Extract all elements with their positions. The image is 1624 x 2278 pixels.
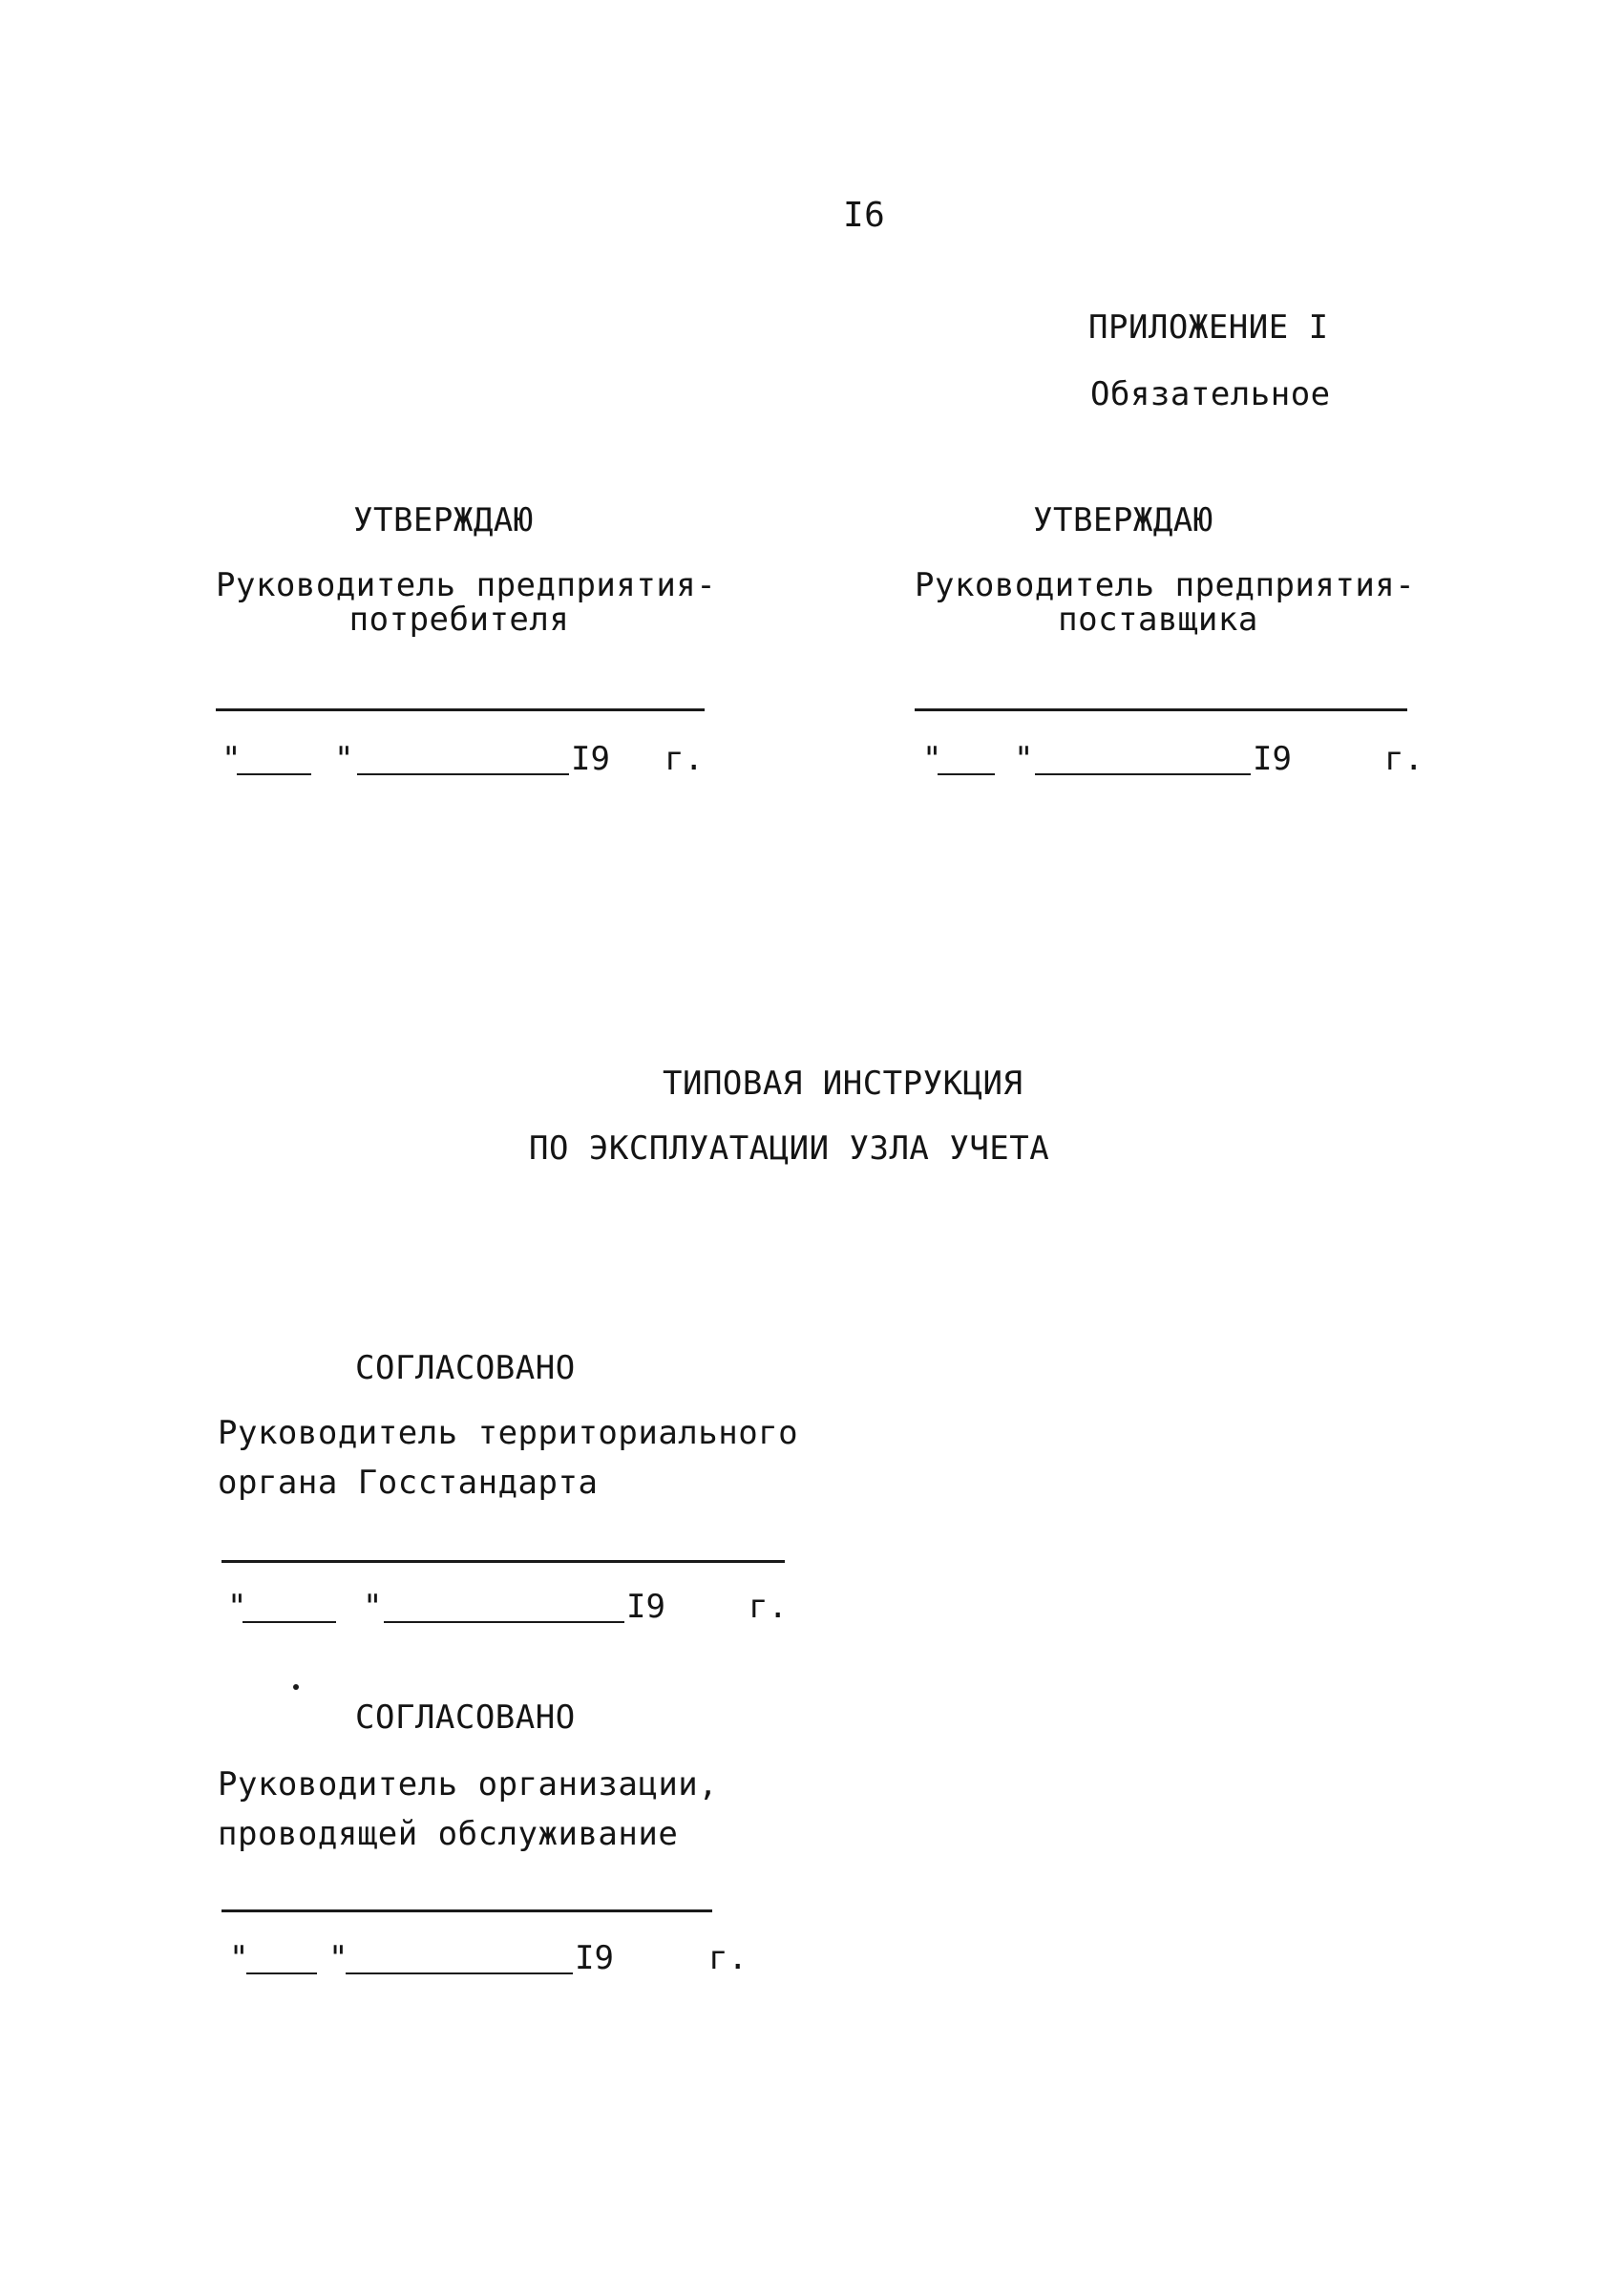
document-title-line2: ПО ЭКСПЛУАТАЦИИ УЗЛА УЧЕТА [529, 1129, 1050, 1168]
agreed-2-date-line [221, 1934, 756, 1980]
date-quote-close: " [334, 740, 354, 778]
agreed-2-role-line2: проводящей обслуживание [218, 1815, 679, 1853]
agreed-2-signature-line [221, 1909, 712, 1912]
date-quote-open: " [229, 1939, 249, 1977]
agreed-1-signature-line [221, 1560, 785, 1563]
approve-left-date-line [216, 735, 712, 781]
approve-left-role-line2: потребителя [348, 601, 570, 639]
approve-left-heading: УТВЕРЖДАЮ [353, 501, 534, 539]
appendix-title: ПРИЛОЖЕНИЕ I [1088, 308, 1329, 347]
agreed-1-date-line [221, 1583, 794, 1629]
date-day-blank [246, 1972, 317, 1974]
appendix-status: Обязательное [1090, 375, 1331, 413]
agreed-1-heading: СОГЛАСОВАНО [355, 1349, 576, 1387]
date-year: I9 [575, 1939, 614, 1977]
approve-right-role-line2: поставщика [1058, 601, 1258, 639]
agreed-1-role-line1: Руководитель территориального [218, 1414, 799, 1452]
date-month-blank [346, 1972, 573, 1974]
approve-right-heading: УТВЕРЖДАЮ [1033, 501, 1213, 539]
date-quote-open: " [922, 740, 942, 778]
document-title-line1: ТИПОВАЯ ИНСТРУКЦИЯ [663, 1065, 1023, 1103]
approve-right-signature-line [915, 708, 1407, 711]
date-quote-open: " [221, 740, 242, 778]
date-month-blank [1035, 773, 1251, 775]
approve-left-role-line1: Руководитель предприятия- [216, 566, 717, 604]
date-day-blank [243, 1621, 336, 1623]
agreed-2-heading: СОГЛАСОВАНО [355, 1698, 576, 1737]
approve-right-role-line1: Руководитель предприятия- [915, 566, 1416, 604]
date-month-blank [384, 1621, 624, 1623]
date-year-suffix: г. [664, 740, 704, 778]
date-quote-close: " [1014, 740, 1034, 778]
date-quote-close: " [363, 1588, 383, 1626]
date-day-blank [938, 773, 995, 775]
stray-mark [293, 1684, 299, 1690]
date-month-blank [357, 773, 569, 775]
page-number: I6 [843, 196, 886, 235]
approve-right-date-line [915, 735, 1430, 781]
agreed-1-role-line2: органа Госстандарта [218, 1464, 599, 1502]
date-year-suffix: г. [1384, 740, 1424, 778]
date-year-suffix: г. [708, 1939, 748, 1977]
date-year: I9 [571, 740, 610, 778]
date-year: I9 [1253, 740, 1292, 778]
date-quote-close: " [328, 1939, 348, 1977]
date-day-blank [237, 773, 311, 775]
approve-left-signature-line [216, 708, 705, 711]
date-year: I9 [626, 1588, 665, 1626]
date-year-suffix: г. [749, 1588, 788, 1626]
date-quote-open: " [227, 1588, 247, 1626]
agreed-2-role-line1: Руководитель организации, [218, 1765, 719, 1803]
